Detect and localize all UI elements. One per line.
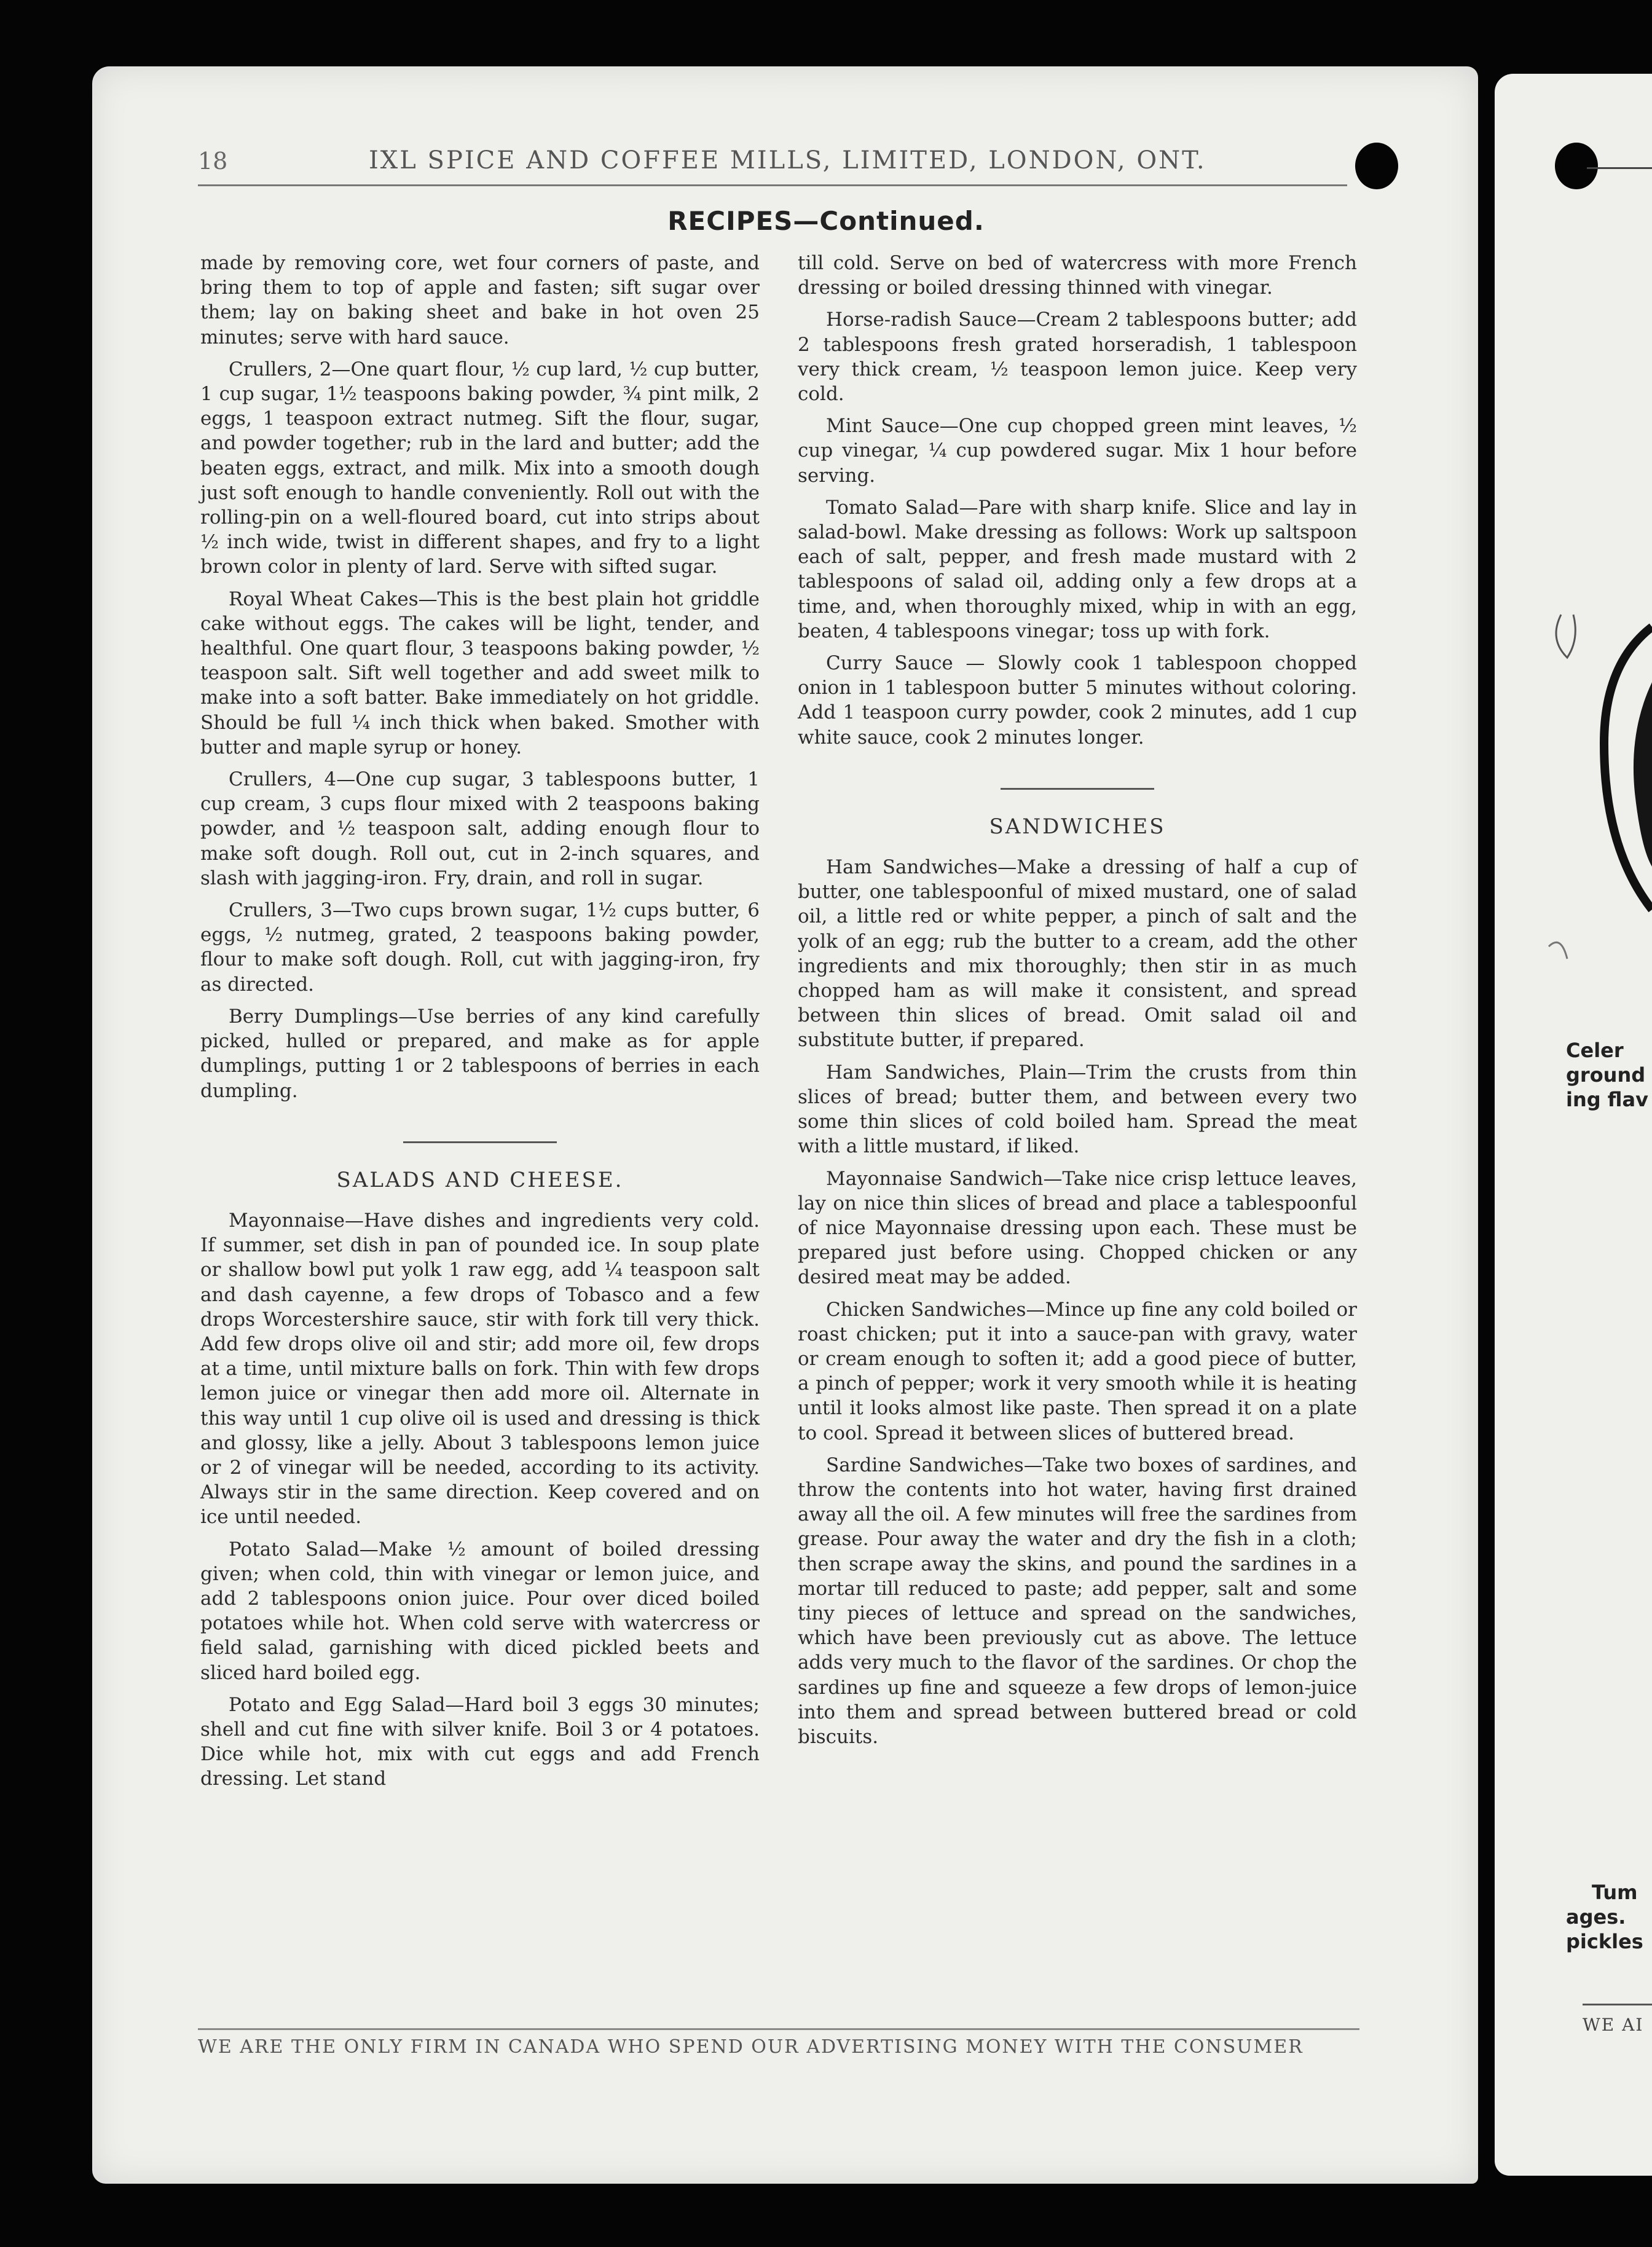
page-footer: WE ARE THE ONLY FIRM IN CANADA WHO SPEND OUR ADVERTISING MONEY WITH THE CONSUMER	[198, 2036, 1304, 2058]
section-divider	[1001, 788, 1154, 790]
adjacent-text: Tum	[1592, 1881, 1638, 1904]
paragraph: Ham Sandwiches—Make a dressing of half a cup of butter, one tablespoonful of mixed mustard, one of salad oil, a little red or white pepper, a pinch of salt and the yolk of an egg; rub the butter to a cream, add the other ingredients and mix thoroughly; then stir in as much chopped ham as will make it consistent, and spread between thin slices of bread. Omit salad oil and substitute butter, if prepared.	[798, 856, 1357, 1052]
paragraph: Mint Sauce—One cup chopped green mint leaves, ½ cup vinegar, ¼ cup powdered sugar. Mix 1 hour before serving.	[798, 415, 1357, 487]
paragraph: Mayonnaise—Have dishes and ingredients very cold. If summer, set dish in pan of pounded ice. In soup plate or shallow bowl put yolk 1 raw egg, add ¼ teaspoon salt and dash cayenne, a few drops of Tobasco and a few drops Worcestershire sauce, stir with fork till very thick. Add few drops olive oil and stir; add more oil, few drops at a time, until mixture balls on fork. Thin with few drops lemon juice or vinegar then add more oil. Alternate in this way until 1 cup olive oil is used and dressing is thick and glossy, like a jelly. About 3 tablespoons lemon juice or 2 of vinegar will be needed, according to its activity. Always stir in the same direction. Keep covered and on ice until needed.	[200, 1209, 760, 1529]
section-divider	[403, 1141, 557, 1143]
paragraph: Crullers, 4—One cup sugar, 3 tablespoons butter, 1 cup cream, 3 cups flour mixed with 2 teaspoons baking powder, and ½ teaspoon salt, adding enough flour to make soft dough. Roll out, cut in 2-inch squares, and slash with jagging-iron. Fry, drain, and roll in sugar.	[200, 768, 760, 889]
binding-hole-icon	[1355, 143, 1398, 189]
paragraph: Horse-radish Sauce—Cream 2 tablespoons butter; add 2 tablespoons fresh grated horseradish, 1 tablespoon very thick cream, ½ teaspoon lemon juice. Keep very cold.	[798, 309, 1357, 406]
sandwiches-heading: SANDWICHES	[989, 814, 1166, 839]
paragraph: Royal Wheat Cakes—This is the best plain hot griddle cake without eggs. The cakes will be light, tender, and healthful. One quart flour, 3 teaspoons baking powder, ½ teaspoon salt. Sift well together and add sweet milk to make into a soft batter. Bake immediately on hot griddle. Should be full ¼ inch thick when baked. Smother with butter and maple syrup or honey.	[200, 588, 760, 758]
paragraph: Crullers, 2—One quart flour, ½ cup lard, ½ cup butter, 1 cup sugar, 1½ teaspoons baking powder, ¾ pint milk, 2 eggs, 1 teaspoon extract nutmeg. Sift the flour, sugar, and powder together; rub in the lard and butter; add the beaten eggs, extract, and milk. Mix into a smooth dough just soft enough to handle conveniently. Roll out with the rolling-pin on a well-floured board, cut into strips about ½ inch wide, twist in different shapes, and fry to a light brown color in plenty of lard. Serve with sifted sugar.	[200, 358, 760, 578]
paragraph: till cold. Serve on bed of watercress with more French dressing or boiled dressing thinned with vinegar.	[798, 252, 1357, 299]
paragraph: Sardine Sandwiches—Take two boxes of sardines, and throw the contents into hot water, having first drained away all the oil. A few minutes will free the sardines from grease. Pour away the water and dry the fish in a cloth; then scrape away the skins, and pound the sardines in a mortar till reduced to paste; add pepper, salt and some tiny pieces of lettuce and spread on the sandwiches, which have been previously cut as above. The lettuce adds very much to the flavor of the sardines. Or chop the sardines up fine and squeeze a few drops of lemon-juice into them and spread between buttered bread or cold biscuits.	[798, 1454, 1357, 1748]
left-column	[200, 251, 760, 1799]
paragraph: made by removing core, wet four corners of paste, and bring them to top of apple and fasten; sift sugar over them; lay on baking sheet and bake in hot oven 25 minutes; serve with hard sauce.	[200, 252, 760, 348]
paragraph: Chicken Sandwiches—Mince up fine any cold boiled or roast chicken; put it into a sauce-pan with gravy, water or cream enough to soften it; add a good piece of butter, a pinch of pepper; work it very smooth while it is heating until it looks almost like paste. Then spread it on a plate to cool. Spread it between slices of buttered bread.	[798, 1298, 1357, 1444]
salads-heading: SALADS AND CHEESE.	[336, 1167, 624, 1192]
adjacent-footer-rule	[1583, 2004, 1652, 2005]
adjacent-text: ing flav	[1566, 1088, 1648, 1111]
binding-hole-icon	[1555, 143, 1598, 189]
adjacent-text: ages.	[1566, 1905, 1626, 1929]
paragraph: Potato Salad—Make ½ amount of boiled dressing given; when cold, thin with vinegar or lemon juice, and add 2 tablespoons onion juice. Pour over diced boiled potatoes while hot. When cold serve with watercress or field salad, garnishing with diced pickled beets and sliced hard boiled egg.	[200, 1538, 760, 1684]
adjacent-page	[1495, 74, 1652, 2176]
paragraph: Ham Sandwiches, Plain—Trim the crusts from thin slices of bread; butter them, and between every two some thin slices of cold boiled ham. Spread the meat with a little mustard, if liked.	[798, 1061, 1357, 1158]
adjacent-text: pickles	[1566, 1930, 1643, 1953]
paragraph: Crullers, 3—Two cups brown sugar, 1½ cups butter, 6 eggs, ½ nutmeg, grated, 2 teaspoons baking powder, flour to make soft dough. Roll, cut with jagging-iron, fry as directed.	[200, 899, 760, 996]
paragraph: Tomato Salad—Pare with sharp knife. Slice and lay in salad-bowl. Make dressing as follows: Work up saltspoon each of salt, pepper, and fresh made mustard with 2 tablespoons of salad oil, adding only a few drops at a time, and, when thoroughly mixed, whip in with an egg, beaten, 4 tablespoons vinegar; toss up with fork.	[798, 496, 1357, 642]
adjacent-text: ground	[1566, 1063, 1646, 1087]
paragraph: Berry Dumplings—Use berries of any kind carefully picked, hulled or prepared, and make as for apple dumplings, putting 1 or 2 tablespoons of berries in each dumpling.	[200, 1005, 760, 1102]
paragraph: Curry Sauce — Slowly cook 1 tablespoon chopped onion in 1 tablespoon butter 5 minutes without coloring. Add 1 teaspoon curry powder, cook 2 minutes, add 1 cup white sauce, cook 2 minutes longer.	[798, 652, 1357, 749]
adjacent-text: Celer	[1566, 1039, 1624, 1062]
adjacent-footer: WE AI	[1583, 2015, 1644, 2035]
running-head: IXL SPICE AND COFFEE MILLS, LIMITED, LONDON, ONT.	[369, 146, 1206, 175]
right-column	[798, 251, 1357, 1757]
paragraph: Potato and Egg Salad—Hard boil 3 eggs 30 minutes; shell and cut fine with silver knife. Boil 3 or 4 potatoes. Dice while hot, mix with cut eggs and add French dressing. Let stand	[200, 1693, 760, 1790]
illustration-sketch-icon	[1536, 590, 1652, 1020]
page-number: 18	[198, 148, 228, 175]
adjacent-header-rule	[1587, 167, 1652, 169]
paragraph: Mayonnaise Sandwich—Take nice crisp lettuce leaves, lay on nice thin slices of bread and place a tablespoonful of nice Mayonnaise dressing upon each. These must be prepared just before using. Chopped chicken or any desired meat may be added.	[798, 1167, 1357, 1289]
header-rule	[198, 184, 1347, 186]
section-title: RECIPES—Continued.	[667, 206, 985, 236]
footer-rule	[198, 2028, 1359, 2030]
